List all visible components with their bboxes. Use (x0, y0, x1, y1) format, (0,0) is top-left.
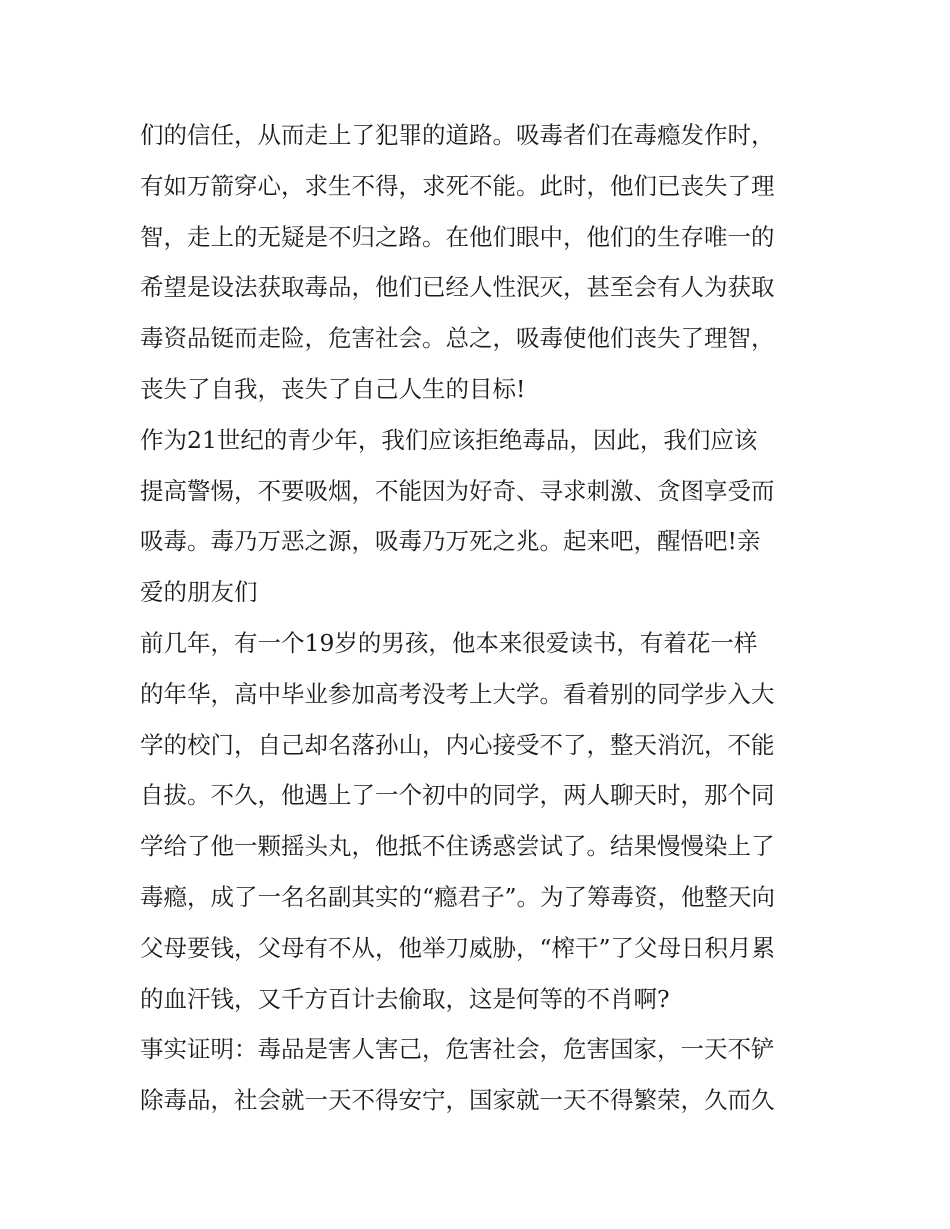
text-line: 父母要钱，父母有不从，他举刀威胁，“榨干”了父母日积月累 (140, 933, 776, 962)
text-line: 学给了他一颗摇头丸，他抵不住诱惑尝试了。结果慢慢染上了 (140, 832, 775, 861)
text-line: 吸毒。毒乃万恶之源，吸毒乃万死之兆。起来吧，醒悟吧!亲 (140, 527, 761, 556)
text-line: 除毒品，社会就一天不得安宁，国家就一天不得繁荣，久而久 (140, 1086, 775, 1115)
text-line: 希望是设法获取毒品，他们已经人性泯灭，甚至会有人为获取 (140, 273, 775, 302)
text-line: 提高警惕，不要吸烟，不能因为好奇、寻求刺激、贪图享受而 (140, 476, 775, 505)
text-line: 丧失了自我，丧失了自己人生的目标! (140, 374, 526, 403)
text-line: 作为21世纪的青少年，我们应该拒绝毒品，因此，我们应该 (140, 425, 758, 454)
text-line: 毒资品铤而走险，危害社会。总之，吸毒使他们丧失了理智， (140, 324, 775, 353)
text-line: 有如万箭穿心，求生不得，求死不能。此时，他们已丧失了理 (140, 171, 775, 200)
text-line: 的年华，高中毕业参加高考没考上大学。看着别的同学步入大 (140, 679, 775, 708)
text-line: 学的校门，自己却名落孙山，内心接受不了，整天消沉，不能 (140, 730, 775, 759)
text-line: 的血汗钱，又千方百计去偷取，这是何等的不肖啊? (140, 984, 670, 1013)
text-line: 智，走上的无疑是不归之路。在他们眼中，他们的生存唯一的 (140, 222, 775, 251)
text-line: 们的信任，从而走上了犯罪的道路。吸毒者们在毒瘾发作时， (140, 121, 775, 149)
text-line: 事实证明：毒品是害人害己，危害社会，危害国家，一天不铲 (140, 1035, 775, 1064)
document-body (140, 110, 820, 1126)
text-line: 爱的朋友们 (140, 578, 258, 607)
text-line: 前几年，有一个19岁的男孩，他本来很爱读书，有着花一样 (140, 628, 758, 657)
text-line: 自拔。不久，他遇上了一个初中的同学，两人聊天时，那个同 (140, 781, 775, 810)
text-line: 毒瘾，成了一名名副其实的“瘾君子”。为了筹毒资，他整天向 (140, 882, 776, 911)
